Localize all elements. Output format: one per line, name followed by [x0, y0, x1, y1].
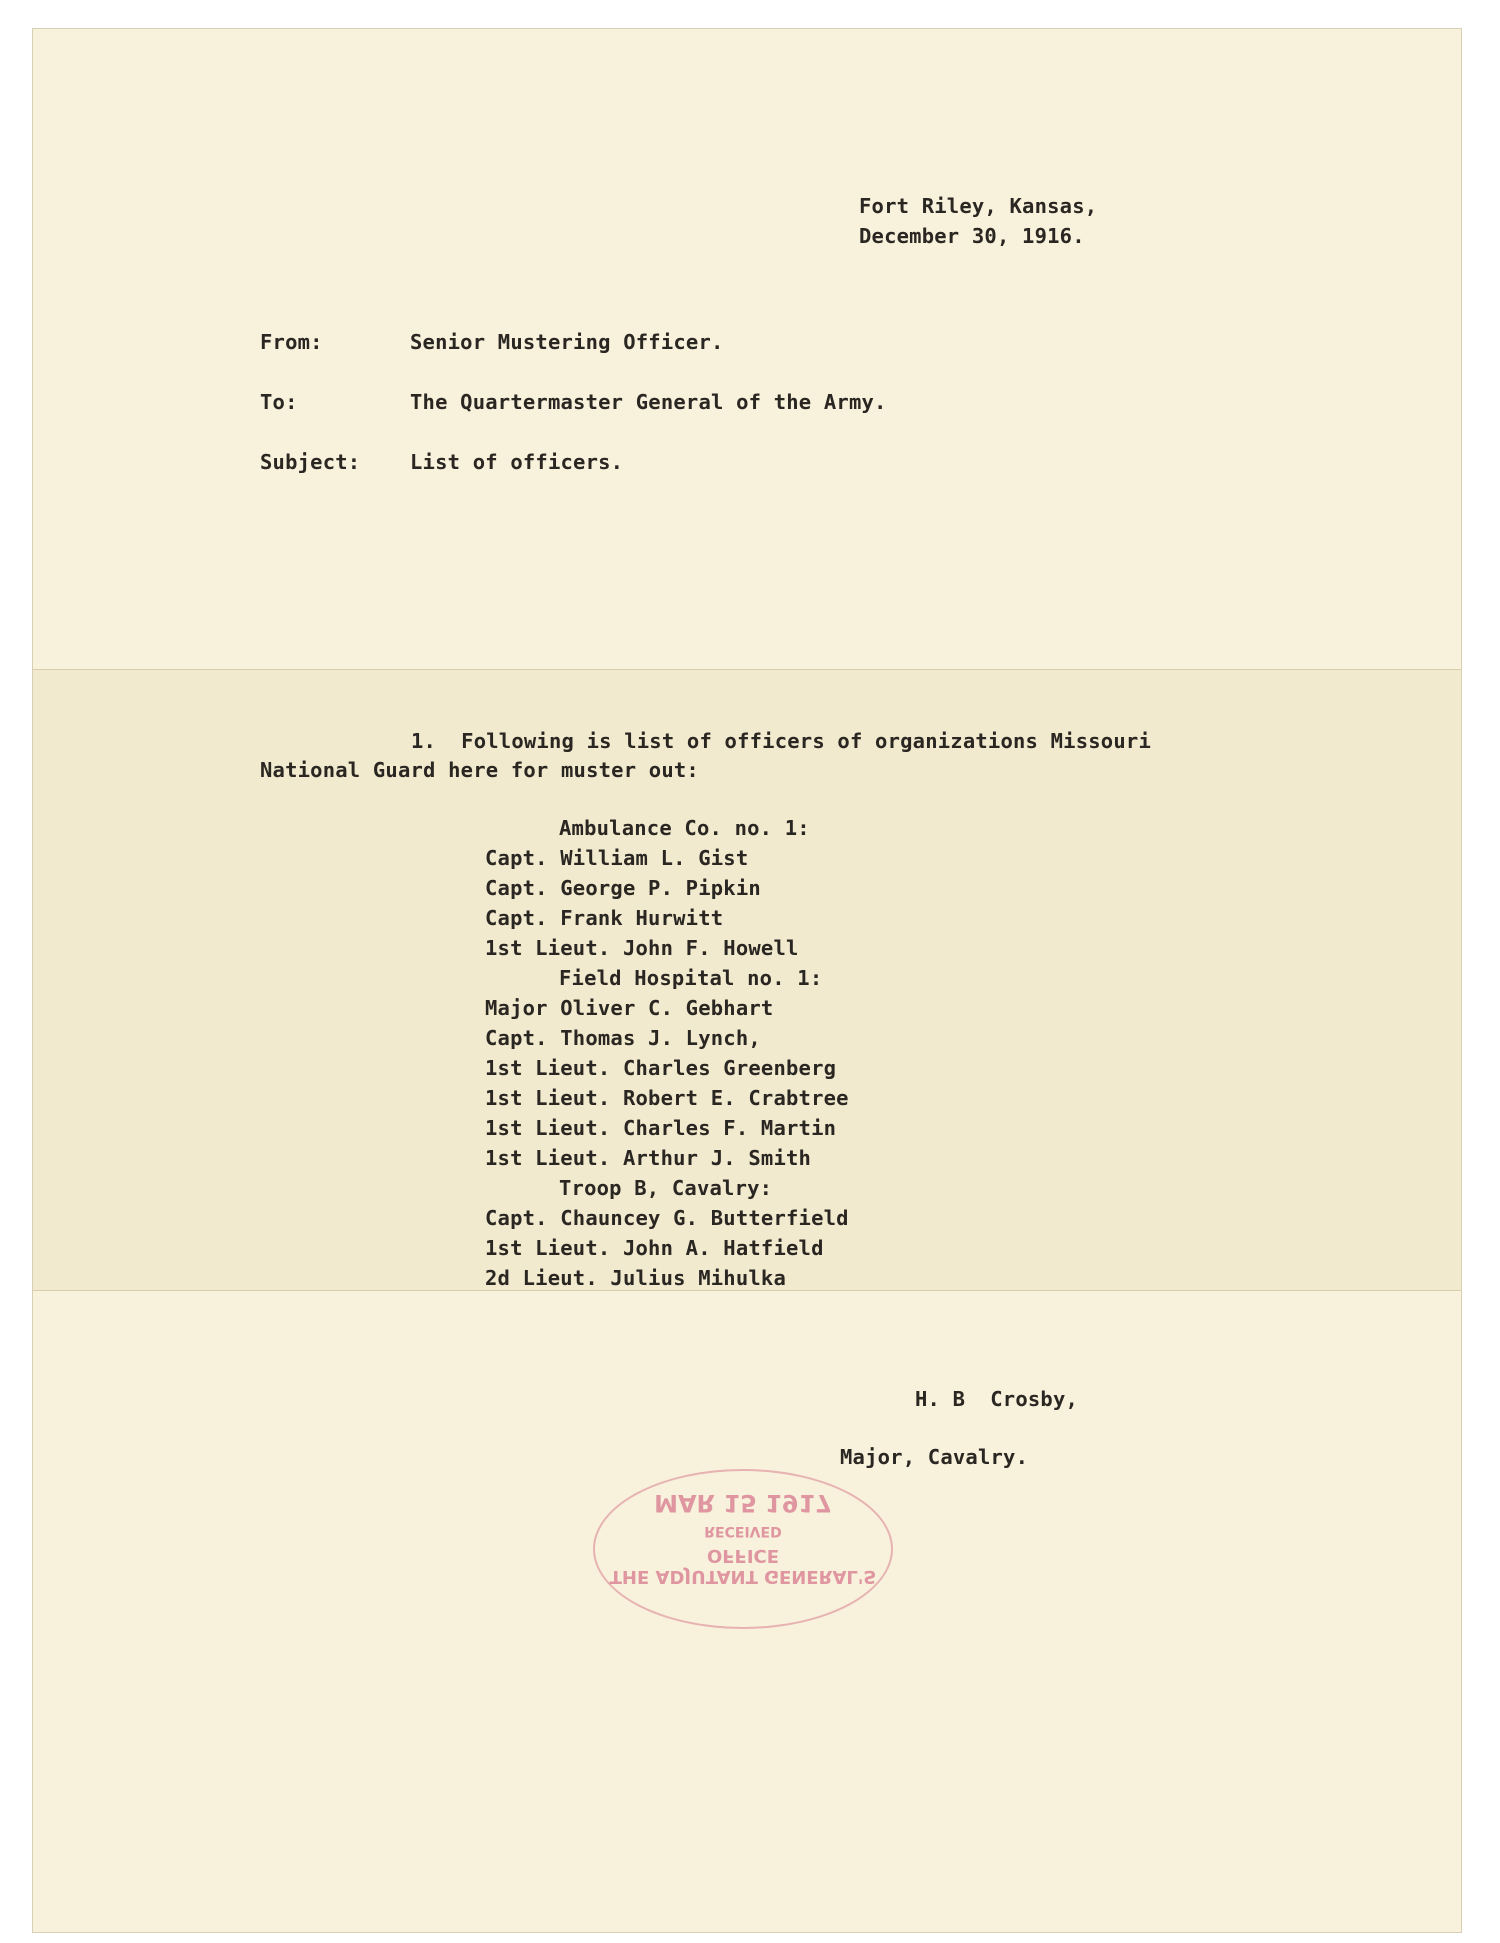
roster-officer-line: 1st Lieut. John F. Howell	[485, 936, 799, 960]
letter-date: December 30, 1916.	[859, 224, 1085, 248]
officer-roster	[485, 813, 849, 1293]
received-stamp	[593, 1469, 893, 1629]
roster-officer-line: 1st Lieut. John A. Hatfield	[485, 1236, 824, 1260]
subject-value: List of officers.	[410, 450, 624, 474]
from-label: From:	[260, 330, 323, 354]
roster-officer-line: Capt. Chauncey G. Butterfield	[485, 1206, 849, 1230]
paragraph-line-1: 1. Following is list of officers of organizations Missouri	[411, 729, 1151, 753]
subject-label: Subject:	[260, 450, 361, 474]
roster-officer-line: 1st Lieut. Robert E. Crabtree	[485, 1086, 849, 1110]
roster-section-heading: Field Hospital no. 1:	[559, 966, 823, 990]
roster-officer-line: Capt. Thomas J. Lynch,	[485, 1026, 761, 1050]
signature-name: H. B Crosby,	[915, 1387, 1079, 1411]
roster-section-heading: Ambulance Co. no. 1:	[559, 816, 810, 840]
roster-officer-line: 2d Lieut. Julius Mihulka	[485, 1266, 787, 1290]
roster-officer-line: 1st Lieut. Charles F. Martin	[485, 1116, 837, 1140]
letter-page	[32, 28, 1462, 1933]
to-value: The Quartermaster General of the Army.	[410, 390, 887, 414]
roster-section-heading: Troop B, Cavalry:	[559, 1176, 773, 1200]
stamp-date: MAR 15 1917	[654, 1489, 832, 1517]
to-label: To:	[260, 390, 298, 414]
stamp-status: RECEIVED	[704, 1523, 782, 1539]
roster-officer-line: 1st Lieut. Charles Greenberg	[485, 1056, 837, 1080]
signature-rank: Major, Cavalry.	[840, 1445, 1029, 1469]
roster-officer-line: 1st Lieut. Arthur J. Smith	[485, 1146, 812, 1170]
letter-place: Fort Riley, Kansas,	[859, 194, 1098, 218]
roster-officer-line: Major Oliver C. Gebhart	[485, 996, 774, 1020]
roster-officer-line: Capt. William L. Gist	[485, 846, 749, 870]
from-value: Senior Mustering Officer.	[410, 330, 724, 354]
paragraph-line-2: National Guard here for muster out:	[260, 758, 699, 782]
roster-officer-line: Capt. George P. Pipkin	[485, 876, 761, 900]
roster-officer-line: Capt. Frank Hurwitt	[485, 906, 724, 930]
stamp-office: THE ADJUTANT GENERAL'S OFFICE	[609, 1545, 877, 1587]
